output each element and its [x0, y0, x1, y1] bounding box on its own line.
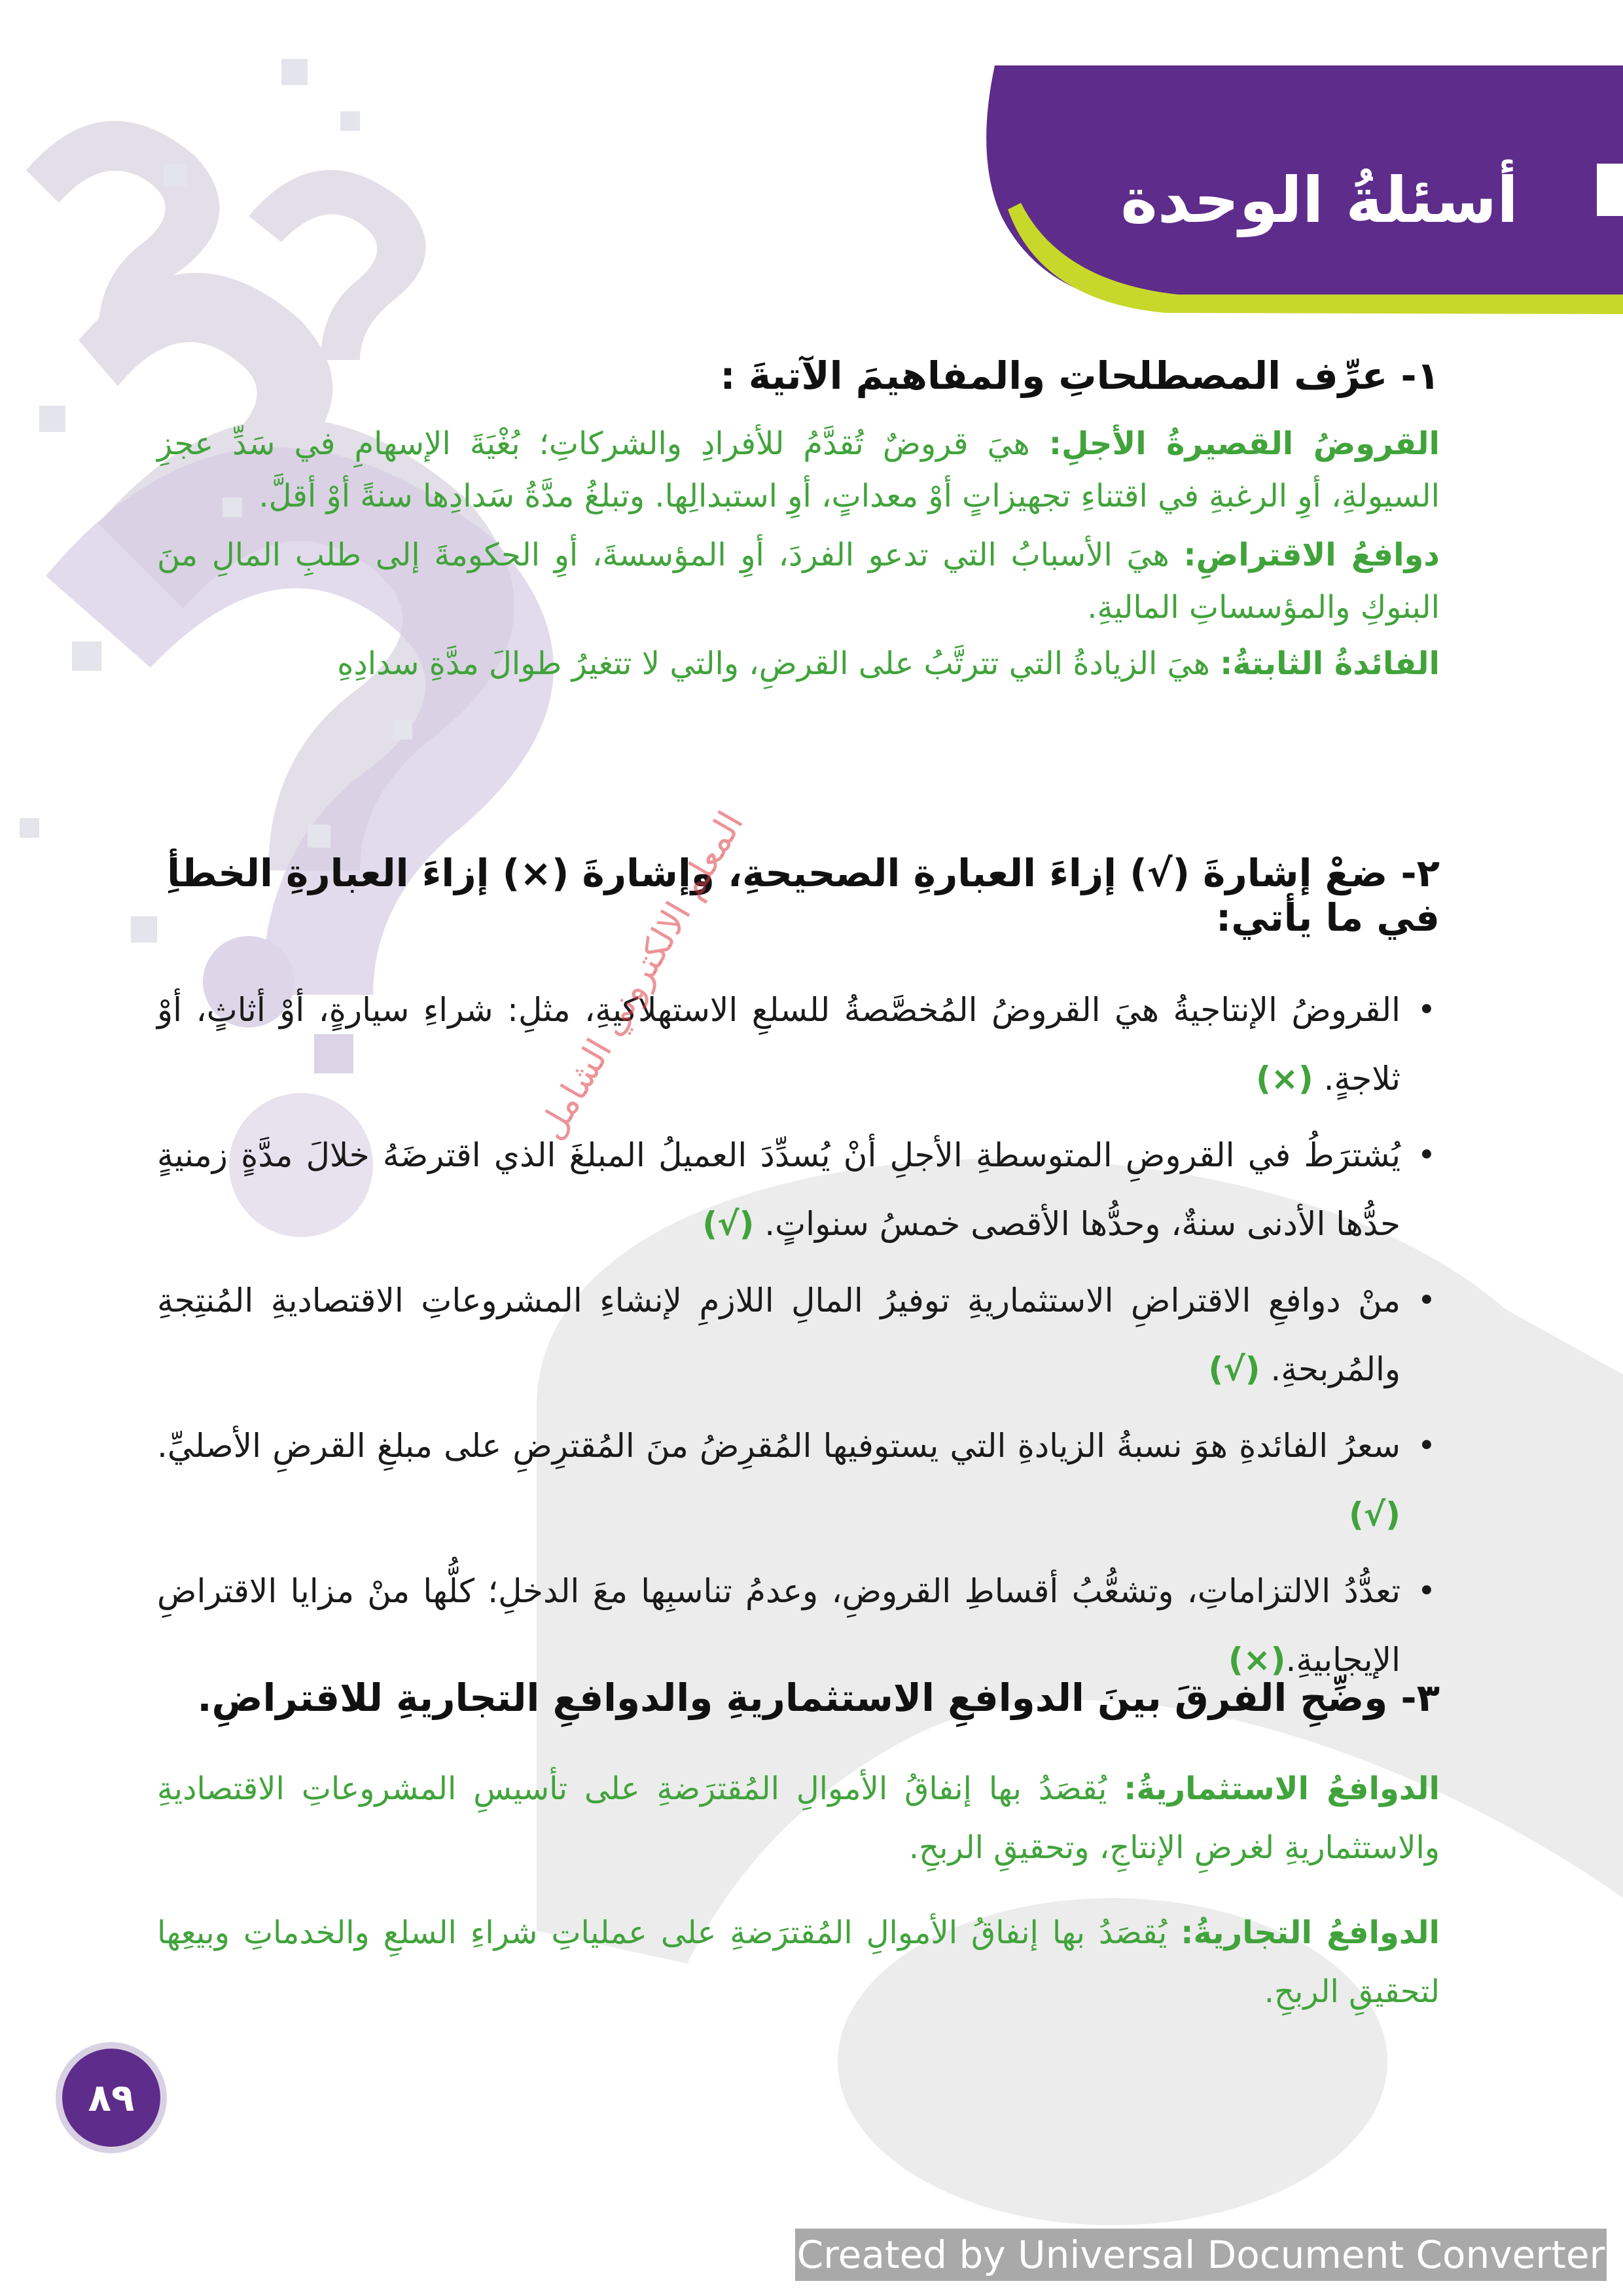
list-item: [157, 976, 1440, 1113]
statement-text: سعرُ الفائدةِ هوَ نسبةُ الزيادةِ التي يستوفيها المُقرِضُ منَ المُقترِضِ على مبلغِ القرضِ الأصليِّ.: [157, 1427, 1400, 1465]
definition-item: [157, 637, 1440, 690]
definition-term: الفائدةُ الثابتةُ:: [1220, 645, 1440, 682]
statement-text: تعدُّدُ الالتزاماتِ، وتشعُّبُ أقساطِ القروضِ، وعدمُ تناسبِها معَ الدخلِ؛ كلُّها منْ مزايا الاقتراضِ الإيجابيةِ.: [157, 1572, 1400, 1679]
answer-text: يُقصَدُ بها إنفاقُ الأموالِ المُقترَضةِ على عملياتِ شراءِ السلعِ والخدماتِ وبيعِها لتحقيقِ الربحِ.: [157, 1914, 1440, 2010]
list-item: [157, 1266, 1440, 1404]
answer-text: يُقصَدُ بها إنفاقُ الأموالِ المُقترَضةِ على تأسيسِ المشروعاتِ الاقتصاديةِ والاستثماريةِ لغرضِ الإنتاجِ، وتحقيقِ الربحِ.: [157, 1770, 1440, 1866]
watermark-text: المعلم الالكتروني الشامل: [530, 804, 752, 1147]
definition-item: [157, 529, 1440, 634]
answer-mark: (×): [1228, 1641, 1286, 1679]
definition-text: هيَ قروضٌ تُقدَّمُ للأفرادِ والشركاتِ؛ بُغْيَةَ الإسهامِ في سَدِّ عجزِ السيولةِ، أوِ الرغبةِ في اقتناءِ تجهيزاتٍ أوْ معداتٍ، أوِ استبدالِها. وتبلغُ مدَّةُ سَدادِها سنةً أوْ أقلَّ.: [157, 425, 1440, 514]
page-number: ٨٩: [62, 2049, 160, 2147]
answer-item: [157, 1759, 1440, 1877]
statement-text: منْ دوافعِ الاقتراضِ الاستثماريةِ توفيرُ المالِ اللازمِ لإنشاءِ المشروعاتِ الاقتصاديةِ المُنتِجةِ والمُربحةِ.: [157, 1282, 1400, 1388]
definition-item: [157, 418, 1440, 522]
converter-banner: Created by Universal Document Converter: [795, 2229, 1607, 2281]
true-false-list: [157, 976, 1440, 1695]
question-2: [157, 851, 1440, 1695]
answer-item: [157, 1903, 1440, 2021]
question-3: [157, 1676, 1440, 2021]
question-1-heading: ١- عرِّف المصطلحاتِ والمفاهيمَ الآتيةَ :: [720, 353, 1440, 398]
list-item: [157, 1121, 1440, 1259]
statement-text: القروضُ الإنتاجيةُ هيَ القروضُ المُخصَّصةُ للسلعِ الاستهلاكيةِ، مثلِ: شراءِ سيارةٍ، أوْ أثاثٍ، أوْ ثلاجةٍ.: [157, 991, 1400, 1098]
definition-text: هيَ الزيادةُ التي تترتَّبُ على القرضِ، والتي لا تتغيرُ طوالَ مدَّةِ سدادِهِ: [337, 645, 1221, 682]
answer-mark: (√): [702, 1205, 755, 1243]
answer-mark: (√): [1208, 1350, 1260, 1388]
definition-text: هيَ الأسبابُ التي تدعو الفردَ، أوِ المؤسسةَ، أوِ الحكومةَ إلى طلبِ المالِ منَ البنوكِ والمؤسساتِ الماليةِ.: [157, 537, 1440, 626]
question-1: [157, 353, 1440, 690]
answer-term: الدوافعُ الاستثماريةُ:: [1124, 1770, 1440, 1807]
answer-mark: (√): [1348, 1496, 1400, 1534]
unit-title: أسئلةُ الوحدة: [1120, 164, 1518, 237]
answer-mark: (×): [1256, 1060, 1313, 1098]
definition-term: دوافعُ الاقتراضِ:: [1183, 537, 1440, 573]
question-3-heading: ٣- وضِّحِ الفرقَ بينَ الدوافعِ الاستثماريةِ والدوافعِ التجاريةِ للاقتراضِ.: [197, 1676, 1440, 1720]
definition-term: القروضُ القصيرةُ الأجلِ:: [1048, 425, 1440, 462]
list-item: [157, 1557, 1440, 1695]
question-2-heading: ٢- ضعْ إشارةَ (√) إزاءَ العبارةِ الصحيحةِ، وإشارةَ (×) إزاءَ العبارةِ الخطأِ في ما يأتي:: [167, 851, 1440, 940]
statement-text: يُشترَطُ في القروضِ المتوسطةِ الأجلِ أنْ يُسدِّدَ العميلُ المبلغَ الذي اقترضَهُ خلالَ مدَّةٍ زمنيةٍ حدُّها الأدنى سنةٌ، وحدُّها الأقصى خمسُ سنواتٍ.: [157, 1136, 1400, 1243]
answer-term: الدوافعُ التجاريةُ:: [1181, 1914, 1440, 1951]
list-item: [157, 1412, 1440, 1549]
